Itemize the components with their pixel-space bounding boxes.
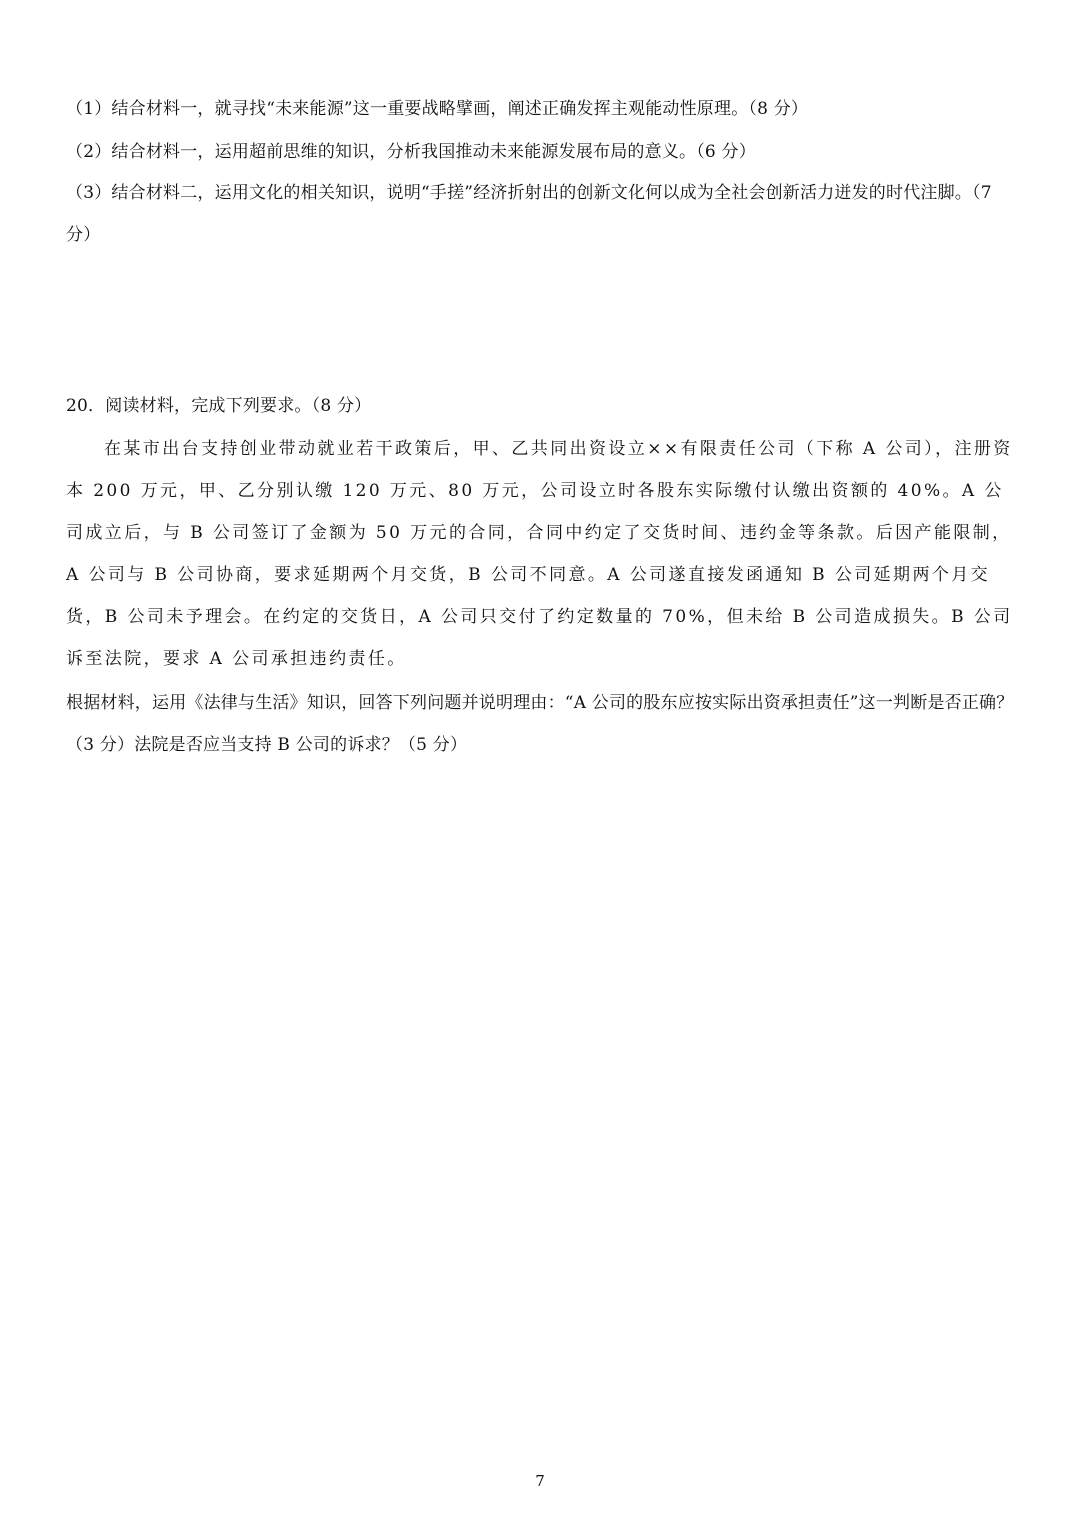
question-20-title: 20．阅读材料，完成下列要求。（8 分） [66, 396, 372, 416]
question-20-material: 在某市出台支持创业带动就业若干政策后，甲、乙共同出资设立××有限责任公司（下称 A 公司），注册资本 200 万元，甲、乙分别认缴 120 万元、80 万元，公司设立时各股东实际缴付认缴出资额的 40%。A 公司成立后，与 B 公司签订了金额为 50 万元的合同，合同中约定了交货时间、违约金等条款。后因产能限制，A 公司与 B 公司协商，要求延期两个月交货，B 公司不同意。A 公司遂直接发函通知 B 公司延期两个月交货，B 公司未予理会。在约定的交货日，A 公司只交付了约定数量的 70%，但未给 B 公司造成损失。B 公司诉至法院，要求 A 公司承担违约责任。 [66, 439, 1013, 669]
page-number: 7 [535, 1472, 545, 1490]
question-19-part-3: （3）结合材料二，运用文化的相关知识，说明“手搓”经济折射出的创新文化何以成为全社会创新活力迸发的时代注脚。（7 分） [66, 183, 992, 245]
question-19-part-2: （2）结合材料一，运用超前思维的知识，分析我国推动未来能源发展布局的意义。（6 分） [66, 142, 756, 162]
question-20-prompt: 根据材料，运用《法律与生活》知识，回答下列问题并说明理由：“A 公司的股东应按实际出资承担责任”这一判断是否正确？（3 分）法院是否应当支持 B 公司的诉求？（5 分） [66, 693, 1014, 755]
question-19-part-1: （1）结合材料一，就寻找“未来能源”这一重要战略擘画，阐述正确发挥主观能动性原理。（8 分） [66, 99, 809, 119]
